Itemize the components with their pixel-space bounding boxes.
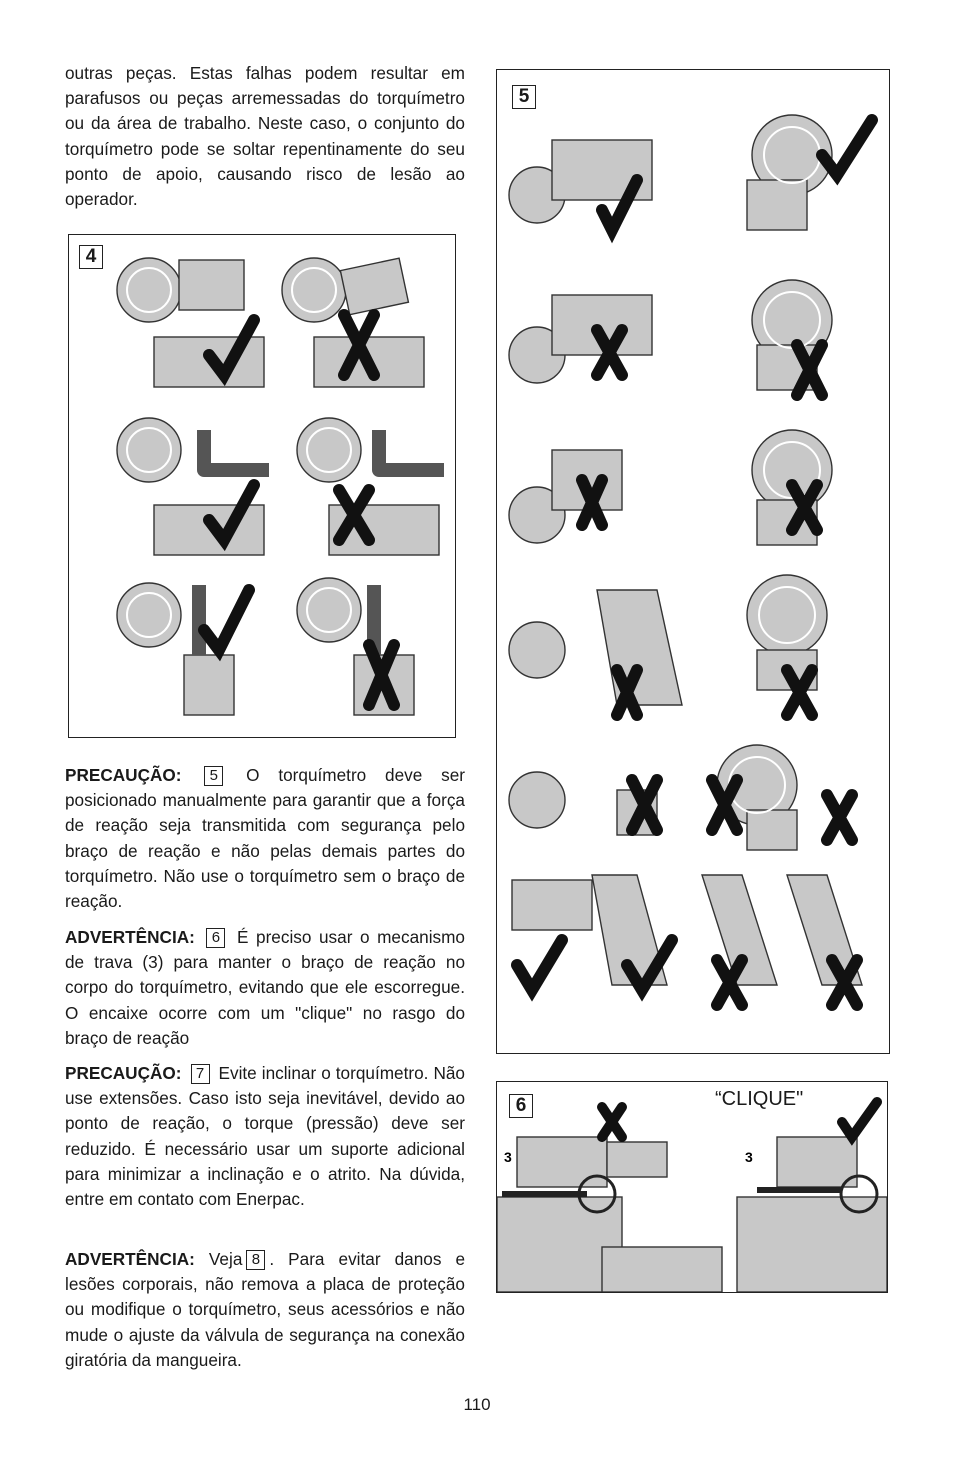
figure-6-number: 6	[509, 1094, 533, 1118]
section-text: O torquímetro deve ser posicionado manualmente para garantir que a força de reação seja transmitida com segurança pelo braço de reação e não pelas demais partes do torquímetro. Não use o torquímetro sem o braço de reação.	[65, 765, 466, 912]
section-text: . Para evitar danos e lesões corporais, não remova a placa de proteção ou modifique o torquímetro, seus acessórios e não mude o ajuste da válvula de segurança na conexão giratória da mangueira.	[65, 1249, 465, 1370]
figure-4	[68, 234, 456, 738]
figure-6-callout: “CLIQUE"	[715, 1088, 804, 1110]
figure-4-illustration	[69, 235, 455, 737]
figure-reference-badge: 5	[204, 766, 223, 786]
section-text: Evite inclinar o torquímetro. Não use extensões. Caso isto seja inevitável, devido ao ponto de reação, o torque (pressão) deve ser reduzido. É necessário usar um suporte adicional para minimizar a inclinação e o atrito. Na dúvida, entre em contato com Enerpac.	[65, 1063, 465, 1210]
figure-6-part-label-right: 3	[745, 1149, 753, 1165]
figure-5	[496, 69, 890, 1054]
intro-paragraph: outras peças. Estas falhas podem resultar em parafusos ou peças arremessadas do torquímetro ou da área de trabalho. Neste caso, o conjunto do torquímetro pode se soltar repentinamente do seu ponto de apoio, causando risco de lesão ao operador.	[65, 63, 465, 210]
section-text: É preciso usar o mecanismo de trava (3) para manter o braço de reação no corpo do torquímetro, evitando que ele escorregue. O encaixe ocorre com um "clique" no rasgo do braço de reação	[65, 927, 465, 1048]
section-label: PRECAUÇÃO:	[65, 1063, 182, 1083]
section-advertencia-6	[65, 925, 465, 1051]
figure-6-part-label-left: 3	[504, 1149, 512, 1165]
figure-6	[496, 1081, 888, 1293]
section-pre-text: Veja	[208, 1249, 243, 1269]
section-precaucao-5	[65, 763, 465, 914]
figure-4-number: 4	[79, 245, 103, 269]
section-advertencia-8	[65, 1247, 465, 1373]
section-label: PRECAUÇÃO:	[65, 765, 182, 785]
figure-reference-badge: 8	[246, 1250, 265, 1270]
figure-5-illustration	[497, 70, 889, 1053]
section-precaucao-7	[65, 1061, 465, 1212]
figure-reference-badge: 7	[191, 1064, 210, 1084]
page-number: 110	[463, 1395, 491, 1414]
figure-reference-badge: 6	[206, 928, 225, 948]
section-label: ADVERTÊNCIA:	[65, 927, 195, 947]
section-label: ADVERTÊNCIA:	[65, 1249, 195, 1269]
figure-5-number: 5	[512, 85, 536, 109]
figure-6-illustration	[497, 1082, 887, 1292]
